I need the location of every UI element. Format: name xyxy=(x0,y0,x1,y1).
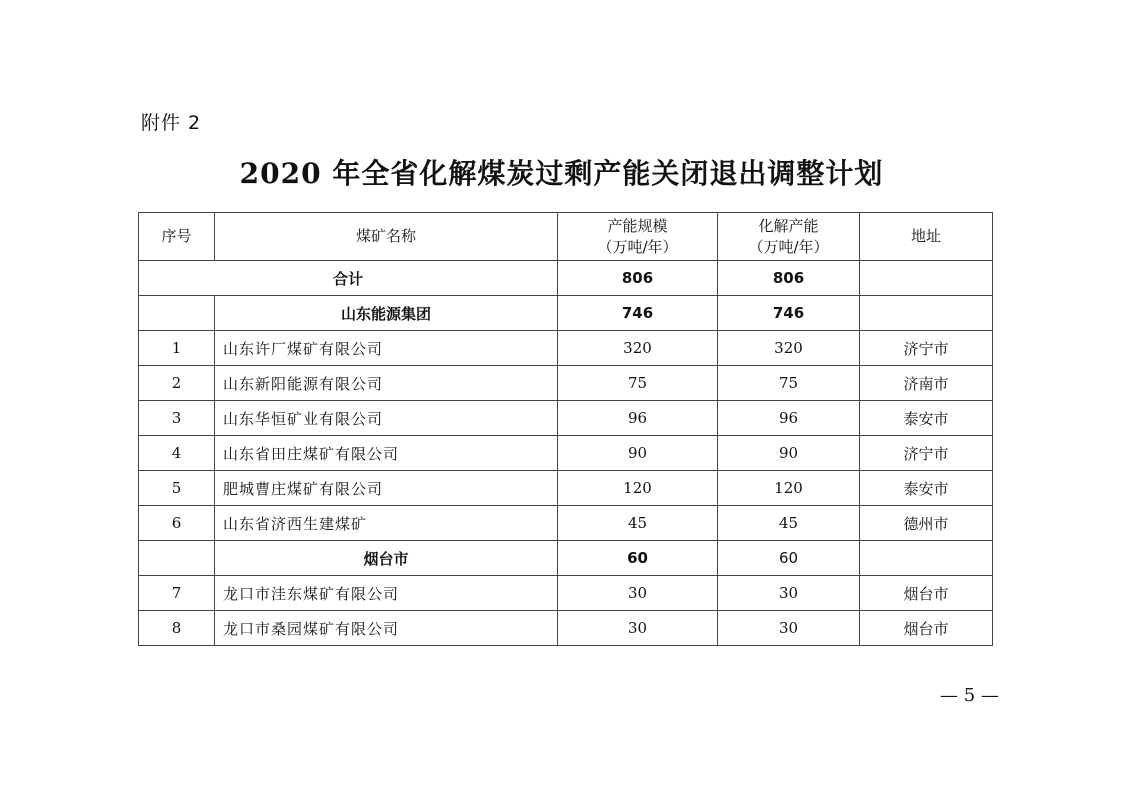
row-capacity: 320 xyxy=(558,331,718,366)
table-row xyxy=(139,401,993,436)
row-mine-name: 山东许厂煤矿有限公司 xyxy=(215,331,558,366)
group-index xyxy=(139,296,215,331)
header-capacity-unit: （万吨/年） xyxy=(597,237,678,256)
table-row xyxy=(139,576,993,611)
row-reduction: 320 xyxy=(718,331,860,366)
row-capacity: 120 xyxy=(558,471,718,506)
header-reduction-label: 化解产能 xyxy=(758,216,819,235)
row-capacity: 45 xyxy=(558,506,718,541)
header-capacity xyxy=(558,213,718,261)
table-row xyxy=(139,366,993,401)
group-address xyxy=(860,296,993,331)
row-mine-name: 山东华恒矿业有限公司 xyxy=(215,401,558,436)
group-address xyxy=(860,541,993,576)
row-index: 8 xyxy=(139,611,215,646)
total-reduction: 806 xyxy=(718,261,860,296)
row-index: 6 xyxy=(139,506,215,541)
row-index: 2 xyxy=(139,366,215,401)
header-reduction-unit: （万吨/年） xyxy=(748,237,829,256)
row-mine-name: 龙口市洼东煤矿有限公司 xyxy=(215,576,558,611)
total-address xyxy=(860,261,993,296)
row-mine-name: 龙口市桑园煤矿有限公司 xyxy=(215,611,558,646)
table-row xyxy=(139,611,993,646)
group-reduction: 60 xyxy=(718,541,860,576)
row-address: 烟台市 xyxy=(860,576,993,611)
row-mine-name: 肥城曹庄煤矿有限公司 xyxy=(215,471,558,506)
group-name: 烟台市 xyxy=(215,541,558,576)
row-address: 泰安市 xyxy=(860,471,993,506)
row-index: 4 xyxy=(139,436,215,471)
row-index: 3 xyxy=(139,401,215,436)
header-reduction xyxy=(718,213,860,261)
capacity-plan-table xyxy=(138,212,993,646)
total-row xyxy=(139,261,993,296)
row-reduction: 30 xyxy=(718,611,860,646)
row-reduction: 30 xyxy=(718,576,860,611)
row-index: 7 xyxy=(139,576,215,611)
group-reduction: 746 xyxy=(718,296,860,331)
group-index xyxy=(139,541,215,576)
header-mine-name: 煤矿名称 xyxy=(215,213,558,261)
row-mine-name: 山东省济西生建煤矿 xyxy=(215,506,558,541)
row-address: 泰安市 xyxy=(860,401,993,436)
table-row xyxy=(139,471,993,506)
row-reduction: 75 xyxy=(718,366,860,401)
row-address: 济宁市 xyxy=(860,436,993,471)
table-row xyxy=(139,436,993,471)
group-capacity: 746 xyxy=(558,296,718,331)
row-capacity: 90 xyxy=(558,436,718,471)
total-label: 合计 xyxy=(139,261,558,296)
header-index: 序号 xyxy=(139,213,215,261)
row-reduction: 120 xyxy=(718,471,860,506)
total-capacity: 806 xyxy=(558,261,718,296)
row-capacity: 96 xyxy=(558,401,718,436)
row-index: 1 xyxy=(139,331,215,366)
row-index: 5 xyxy=(139,471,215,506)
row-capacity: 30 xyxy=(558,611,718,646)
table-row xyxy=(139,331,993,366)
row-reduction: 96 xyxy=(718,401,860,436)
row-mine-name: 山东新阳能源有限公司 xyxy=(215,366,558,401)
row-address: 烟台市 xyxy=(860,611,993,646)
group-row-shandong-energy xyxy=(139,296,993,331)
row-capacity: 75 xyxy=(558,366,718,401)
group-name: 山东能源集团 xyxy=(215,296,558,331)
header-capacity-label: 产能规模 xyxy=(607,216,668,235)
group-row-yantai xyxy=(139,541,993,576)
attachment-label: 附件 2 xyxy=(141,112,202,134)
row-address: 德州市 xyxy=(860,506,993,541)
document-title: 2020 年全省化解煤炭过剩产能关闭退出调整计划 xyxy=(239,157,884,190)
row-capacity: 30 xyxy=(558,576,718,611)
row-reduction: 45 xyxy=(718,506,860,541)
table-row xyxy=(139,506,993,541)
group-capacity: 60 xyxy=(558,541,718,576)
row-mine-name: 山东省田庄煤矿有限公司 xyxy=(215,436,558,471)
page-number: — 5 — xyxy=(940,685,999,706)
row-address: 济南市 xyxy=(860,366,993,401)
row-reduction: 90 xyxy=(718,436,860,471)
table-header-row xyxy=(139,213,993,261)
header-address: 地址 xyxy=(860,213,993,261)
row-address: 济宁市 xyxy=(860,331,993,366)
